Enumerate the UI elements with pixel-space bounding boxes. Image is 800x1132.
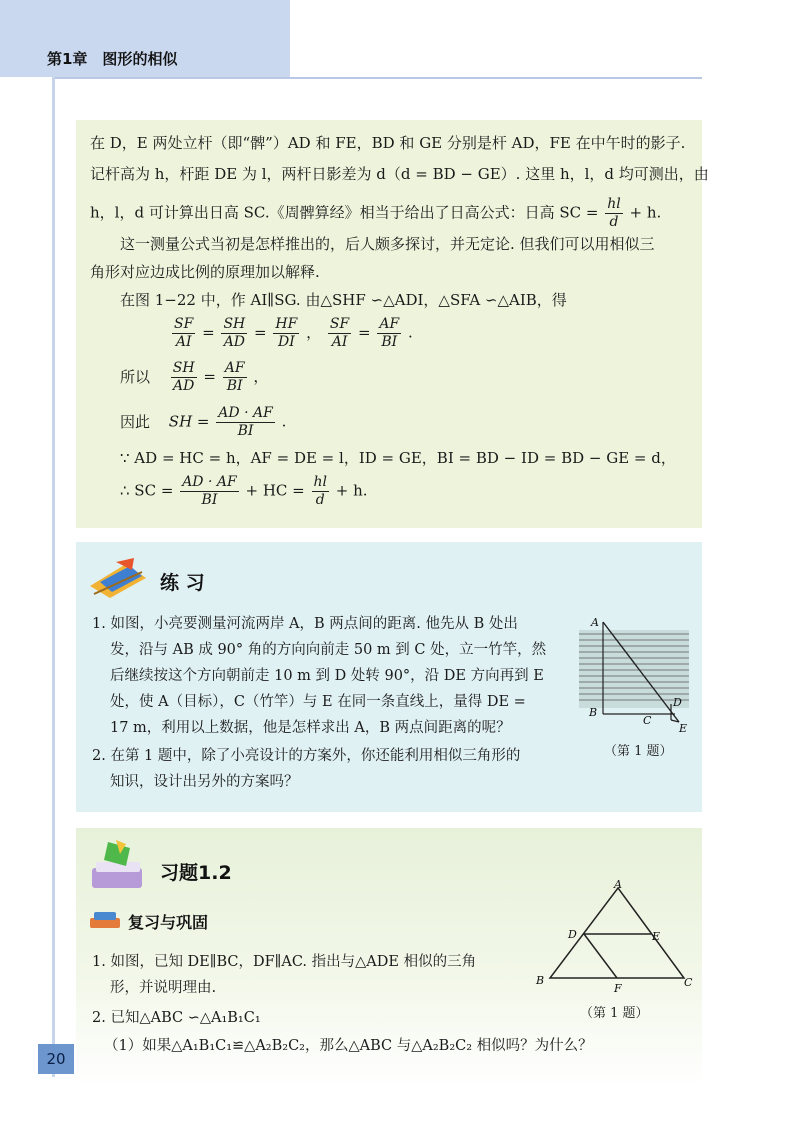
chapter-title: 第1章 图形的相似 [47, 50, 178, 68]
reading-line: 记杆高为 h，杆距 DE 为 l，两杆日影差为 d（d = BD − GE）. 这里 h，l，d 均可测出，由 [90, 165, 709, 183]
exercise-title: 练 习 [160, 572, 205, 594]
equation-sh: 因此 SH = $\frac{AD \cdot AF}{BI}$ . [120, 405, 287, 439]
exercise-line: 处，使 A（目标），C（竹竿）与 E 在同一条直线上，量得 DE = [110, 694, 526, 710]
triangle-label-c: C [684, 976, 693, 989]
reading-line: 这一测量公式当初是怎样推出的，后人颇多探讨，并无定论. 但我们可以用相似三 [120, 235, 655, 253]
river-figure [575, 612, 695, 737]
figure-label-e: E [679, 722, 688, 735]
exercise-line: 1. 如图，小亮要测量河流两岸 A，B 两点间的距离. 他先从 B 处出 [92, 616, 518, 632]
reading-line: 在 D，E 两处立杆（即“髀”）AD 和 FE，BD 和 GE 分别是杆 AD，FE 在中午时的影子. [90, 134, 686, 152]
triangle-label-f: F [614, 982, 622, 995]
exercise-line: 2. 在第 1 题中，除了小亮设计的方案外，你还能利用相似三角形的 [92, 748, 521, 764]
triangle-label-d: D [568, 928, 577, 941]
header-rule [52, 77, 702, 79]
problem-line: 形，并说明理由. [110, 980, 217, 996]
figure-label-b: B [589, 706, 598, 719]
exercise-line: 后继续按这个方向朝前走 10 m 到 D 处转 90°，沿 DE 方向再到 E [110, 668, 544, 684]
exercise-line: 发，沿与 AB 成 90° 角的方向向前走 50 m 到 C 处，立一竹竿，然 [110, 642, 547, 658]
problems-figure-caption: （第 1 题） [580, 1006, 649, 1021]
reading-line-formula [90, 196, 690, 231]
problem-line: （1）如果△A₁B₁C₁≌△A₂B₂C₂，那么△ABC 与△A₂B₂C₂ 相似吗？为什么？ [104, 1038, 593, 1054]
triangle-label-e: E [652, 930, 661, 943]
margin-rule [52, 77, 55, 1077]
review-subtitle: 复习与巩固 [128, 913, 209, 932]
reading-line: 在图 1−22 中，作 AI∥SG. 由△SHF ∽△ADI，△SFA ∽△AIB，得 [120, 291, 567, 309]
reading-line: h，l，d 可计算出日高 SC.《周髀算经》相当于给出了日高公式：日高 SC = [90, 203, 599, 222]
reading-line: 角形对应边成比例的原理加以解释. [90, 263, 320, 281]
problems-title: 习题1.2 [160, 862, 232, 884]
problem-line: 2. 已知△ABC ∽△A₁B₁C₁ [92, 1010, 261, 1026]
problem-line: 1. 如图，已知 DE∥BC，DF∥AC. 指出与△ADE 相似的三角 [92, 954, 477, 970]
equation-therefore: 所以 $\frac{SH}{AD}$ = $\frac{AF}{BI}$ ， [120, 360, 269, 394]
exercise-line: 17 m，利用以上数据，他是怎样求出 A，B 两点间距离的呢？ [110, 720, 511, 736]
problems-icon [86, 838, 152, 894]
triangle-figure [530, 878, 700, 998]
formula-tail: + h. [629, 203, 662, 222]
exercise-figure-caption: （第 1 题） [604, 744, 673, 759]
page-number: 20 [38, 1044, 74, 1074]
exercise-icon [86, 556, 152, 600]
equation-because: ∵ AD = HC = h，AF = DE = l，ID = GE，BI = BD − ID = BD − GE = d， [120, 449, 676, 467]
review-icon [88, 908, 124, 930]
equation-proportions: $\frac{SF}{AI}$ = $\frac{SH}{AD}$ = $\frac{HF}{DI}$ ， $\frac{SF}{AI}$ = $\frac{AF}{BI}$ . [174, 316, 413, 350]
figure-label-c: C [643, 714, 652, 727]
fraction-hl-over-d: $\frac{hl}{d}$ [607, 196, 621, 230]
exercise-line: 知识，设计出另外的方案吗？ [110, 774, 299, 790]
equation-sc: ∴ SC = $\frac{AD \cdot AF}{BI}$ + HC = $\frac{hl}{d}$ + h. [120, 474, 368, 508]
figure-label-a: A [591, 616, 599, 629]
triangle-label-a: A [614, 878, 622, 891]
triangle-label-b: B [536, 974, 545, 987]
figure-label-d: D [673, 696, 682, 709]
